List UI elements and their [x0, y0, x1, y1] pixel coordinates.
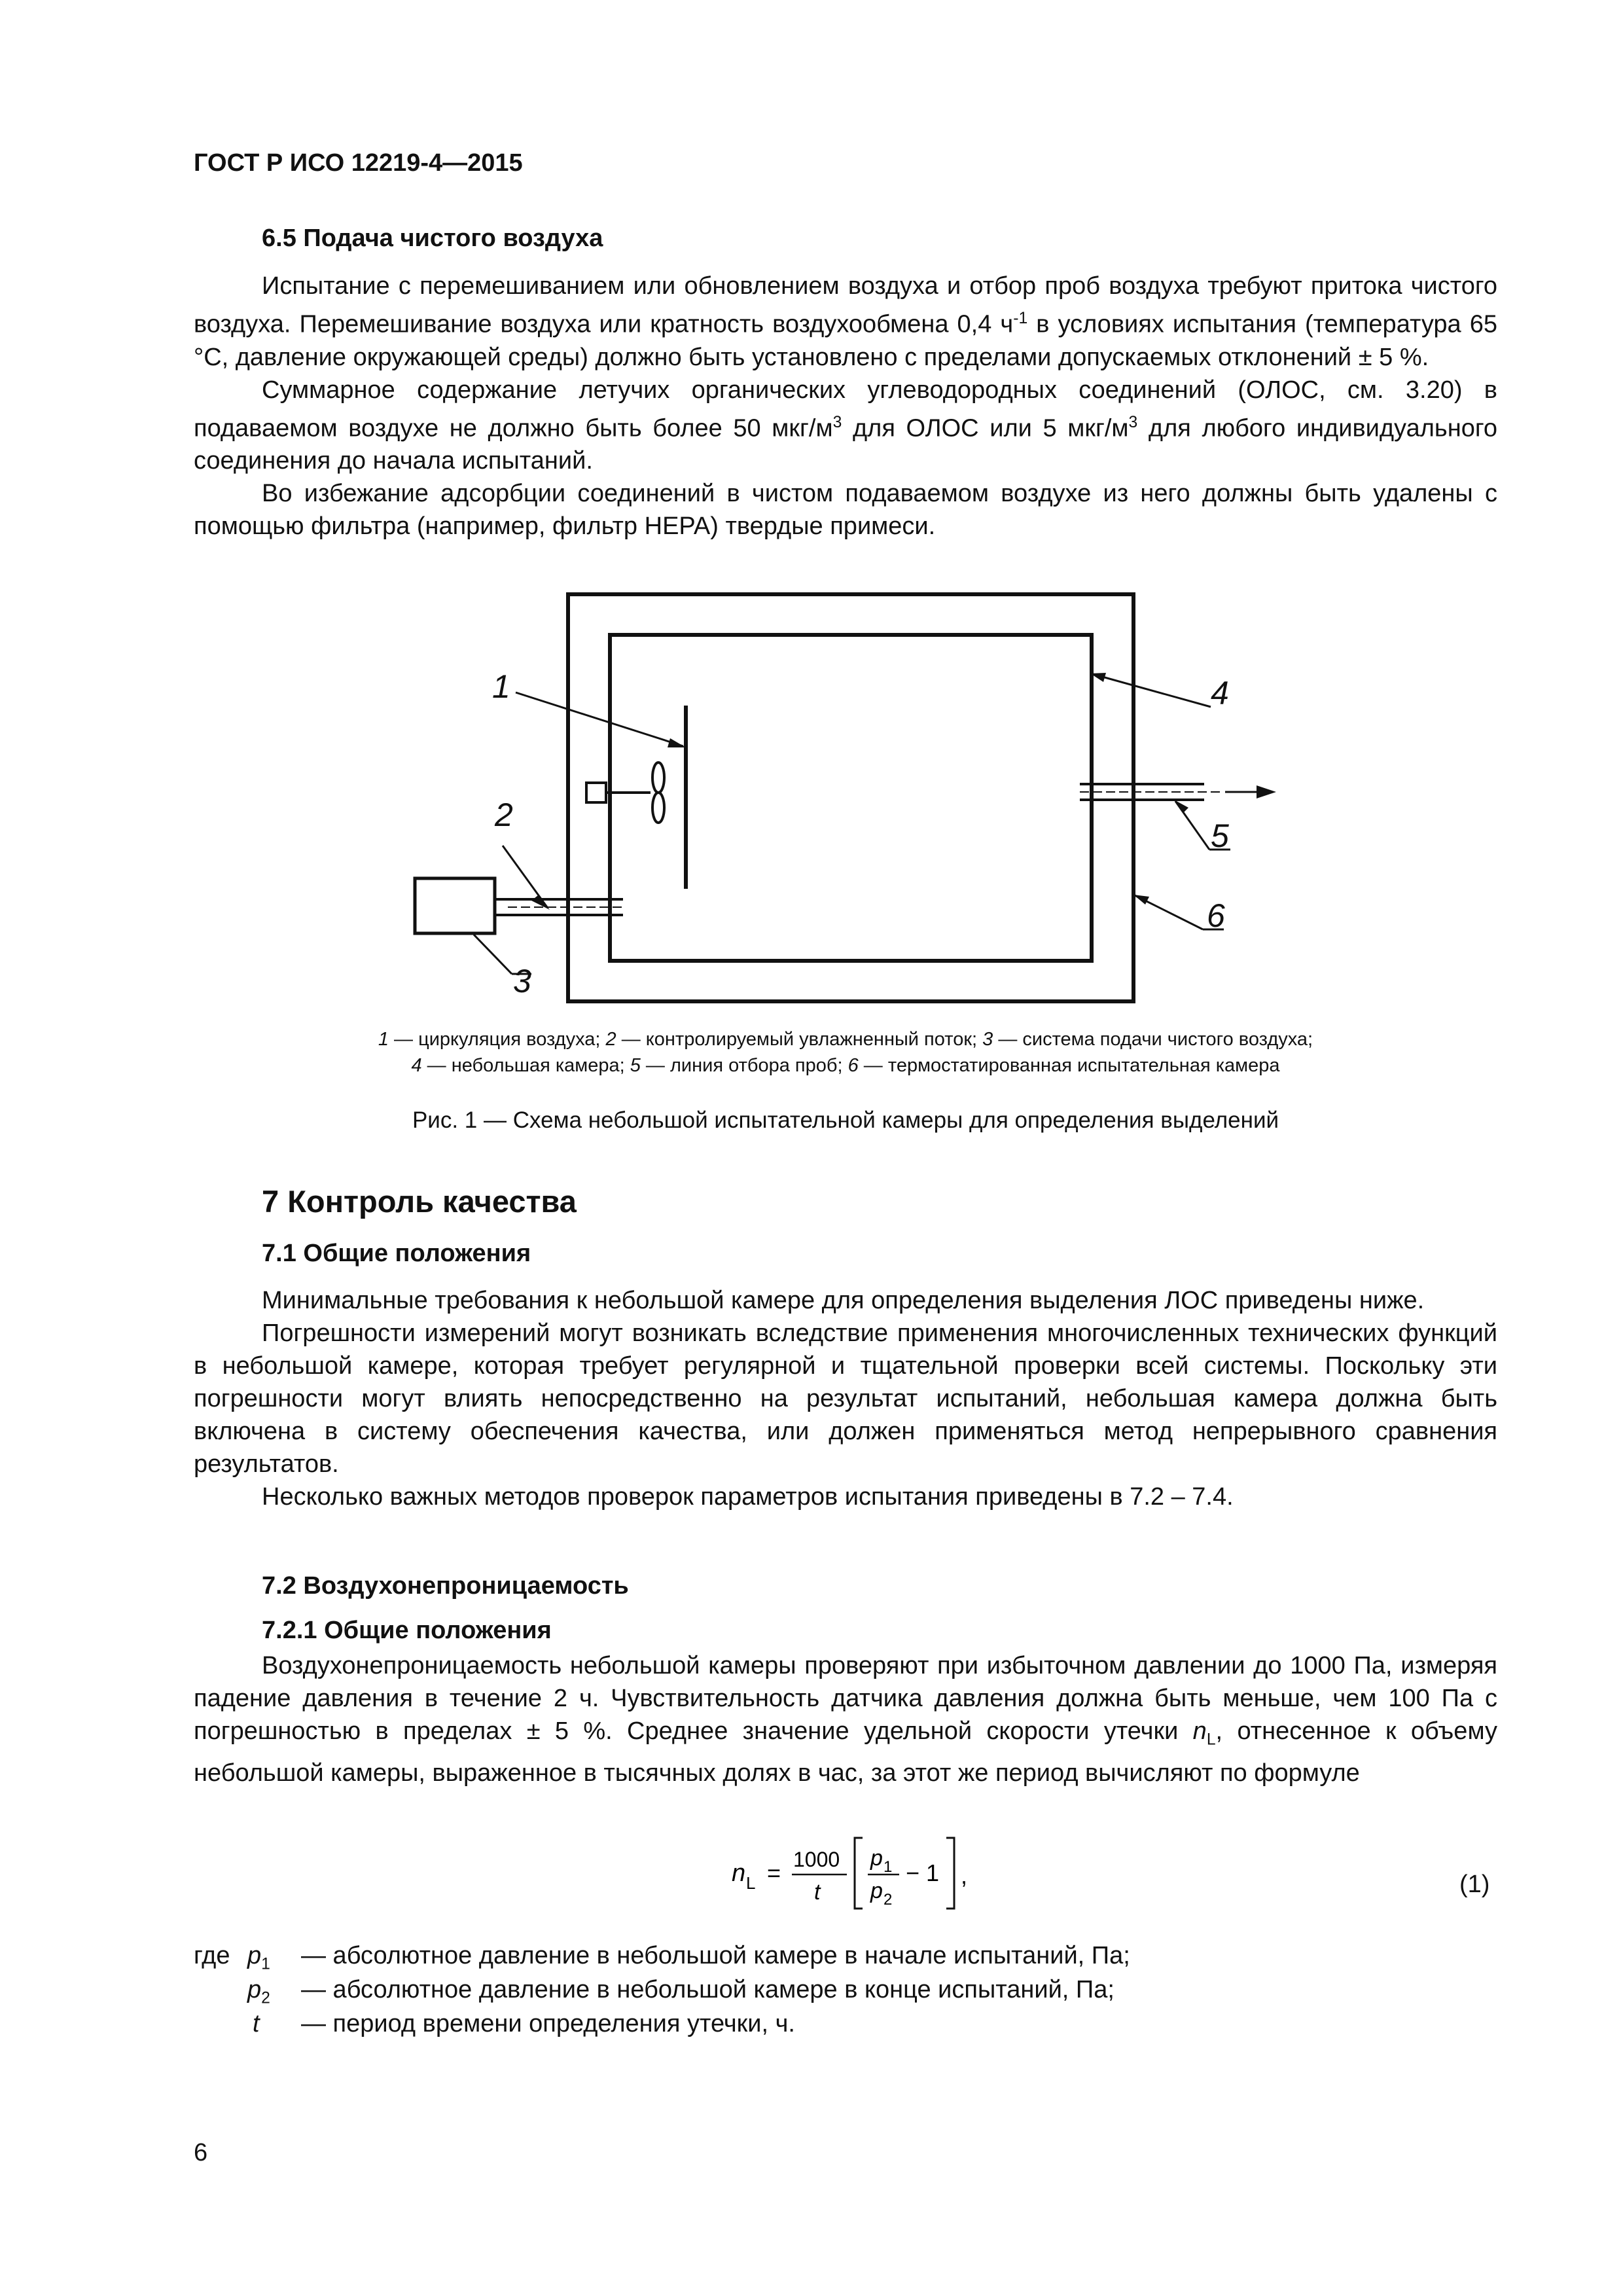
formula-p2-sub: 2	[883, 1891, 893, 1909]
fan-blade	[652, 793, 664, 823]
document-code: ГОСТ Р ИСО 12219-4—2015	[194, 149, 523, 177]
paragraph: Испытание с перемешиванием или обновлением воздуха и отбор проб воздуха требуют притока чистого воздуха. Перемешивание воздуха или кратность воздухообмена 0,4 $ч^{-1}$ в условиях испытания (температура 65 °C, давление окружающей среды) должно быть установлено с пределами допускаемых отклонений ± 5 %.	[194, 272, 1497, 371]
paragraph: Воздухонепроницаемость небольшой камеры проверяют при избыточном давлении до 1000 Па, измеряя падение давления в течение 2 ч. Чувствительность датчика давления должна быть меньше, чем 100 Па с погрешностью в пределах ± 5 %. Среднее значение удельной скорости утечки $n_L$, отнесенное к объему небольшой камеры, выраженное в тысячных долях в час, за этот же период вычисляют по формуле	[194, 1652, 1497, 1787]
section-7-2-1-body	[194, 1649, 1497, 1789]
formula-equals: =	[767, 1859, 781, 1886]
variable-definitions	[194, 1939, 1497, 2041]
label-6: 6	[1207, 897, 1225, 934]
var-definition: — абсолютное давление в небольшой камере в начале испытаний, Па;	[301, 1942, 1130, 1969]
formula-minus-one: − 1	[906, 1859, 940, 1886]
leader-line-2	[503, 846, 547, 907]
paragraph: Несколько важных методов проверок параметров испытания приведены в 7.2 – 7.4.	[262, 1483, 1234, 1511]
section-7-2-title: 7.2 Воздухонепроницаемость	[262, 1572, 629, 1600]
var-symbol: p	[247, 1976, 262, 2003]
leader-line-1	[516, 692, 683, 746]
formula-lhs-sub: L	[746, 1873, 756, 1893]
definition-row: где $p_1$ — абсолютное давление в небольшой камере в начале испытаний, Па;	[194, 1939, 1497, 1973]
formula-p1: p	[870, 1846, 883, 1871]
label-5: 5	[1211, 817, 1229, 854]
section-7-1-title: 7.1 Общие положения	[262, 1240, 531, 1267]
section-7-1-body	[194, 1284, 1497, 1513]
formula-p2: p	[870, 1878, 883, 1903]
formula-lhs: n	[732, 1859, 746, 1887]
paragraph: Суммарное содержание летучих органических углеводородных соединений (ОЛОС, см. 3.20) в подаваемом воздухе не должно быть более 50 мкг/$м^3$ для ОЛОС или 5 мкг/$м^3$ для любого индивидуального соединения до начала испытаний.	[194, 376, 1497, 475]
label-4: 4	[1211, 675, 1229, 711]
section-6-5-title: 6.5 Подача чистого воздуха	[262, 224, 603, 252]
outflow-arrowhead	[1257, 785, 1276, 798]
legend-line-2: 4 — небольшая камера; 5 — линия отбора проб; 6 — термостатированная испытательная камера	[411, 1055, 1280, 1076]
figure-title: Рис. 1 — Схема небольшой испытательной камеры для определения выделений	[412, 1107, 1279, 1133]
formula-p1-sub: 1	[883, 1858, 893, 1876]
fan-blade	[652, 762, 664, 793]
formula-comma: ,	[961, 1862, 968, 1889]
page-number: 6	[194, 2139, 208, 2166]
inner-chamber	[610, 635, 1092, 961]
formula-number: (1)	[1459, 1871, 1490, 1898]
where-intro: где	[194, 1942, 230, 1969]
figure-legend	[194, 1026, 1497, 1079]
definition-row	[194, 2007, 1497, 2041]
formula-1	[732, 1827, 1007, 1912]
var-definition: — абсолютное давление в небольшой камере в конце испытаний, Па;	[301, 1976, 1115, 2003]
label-2: 2	[495, 797, 513, 833]
section-7-title: 7 Контроль качества	[262, 1184, 577, 1219]
leader-line-4	[1093, 674, 1211, 707]
chamber-schematic	[393, 576, 1296, 1021]
supply-system-box	[415, 878, 495, 933]
section-7-2-1-title: 7.2.1 Общие положения	[262, 1617, 552, 1644]
paragraph: Минимальные требования к небольшой камере для определения выделения ЛОС приведены ниже.	[262, 1287, 1425, 1314]
var-definition: — период времени определения утечки, ч.	[301, 2010, 795, 2037]
fan-motor	[586, 783, 606, 802]
section-6-5-body	[194, 270, 1497, 543]
formula-t: t	[814, 1880, 821, 1905]
definition-row: $p_2$ — абсолютное давление в небольшой камере в конце испытаний, Па;	[194, 1973, 1497, 2007]
var-symbol: p	[247, 1942, 262, 1969]
label-3: 3	[513, 963, 531, 999]
paragraph: Погрешности измерений могут возникать вследствие применения многочисленных технических функций в небольшой камере, которая требует регулярной и тщательной проверки всей системы. Поскольку эти погрешности могут влиять непосредственно на результат испытаний, небольшая камера должна быть включена в систему обеспечения качества, или должен применяться метод непрерывного сравнения результатов.	[194, 1319, 1497, 1478]
formula-coef: 1000	[793, 1848, 840, 1871]
legend-line-1: 1 — циркуляция воздуха; 2 — контролируемый увлажненный поток; 3 — система подачи чистого воздуха;	[378, 1029, 1313, 1050]
label-1: 1	[492, 668, 510, 705]
leader-line-3	[474, 935, 512, 974]
var-symbol: t	[253, 2010, 260, 2037]
paragraph: Во избежание адсорбции соединений в чистом подаваемом воздухе из него должны быть удалены с помощью фильтра (например, фильтр HEPA) твердые примеси.	[194, 480, 1497, 541]
